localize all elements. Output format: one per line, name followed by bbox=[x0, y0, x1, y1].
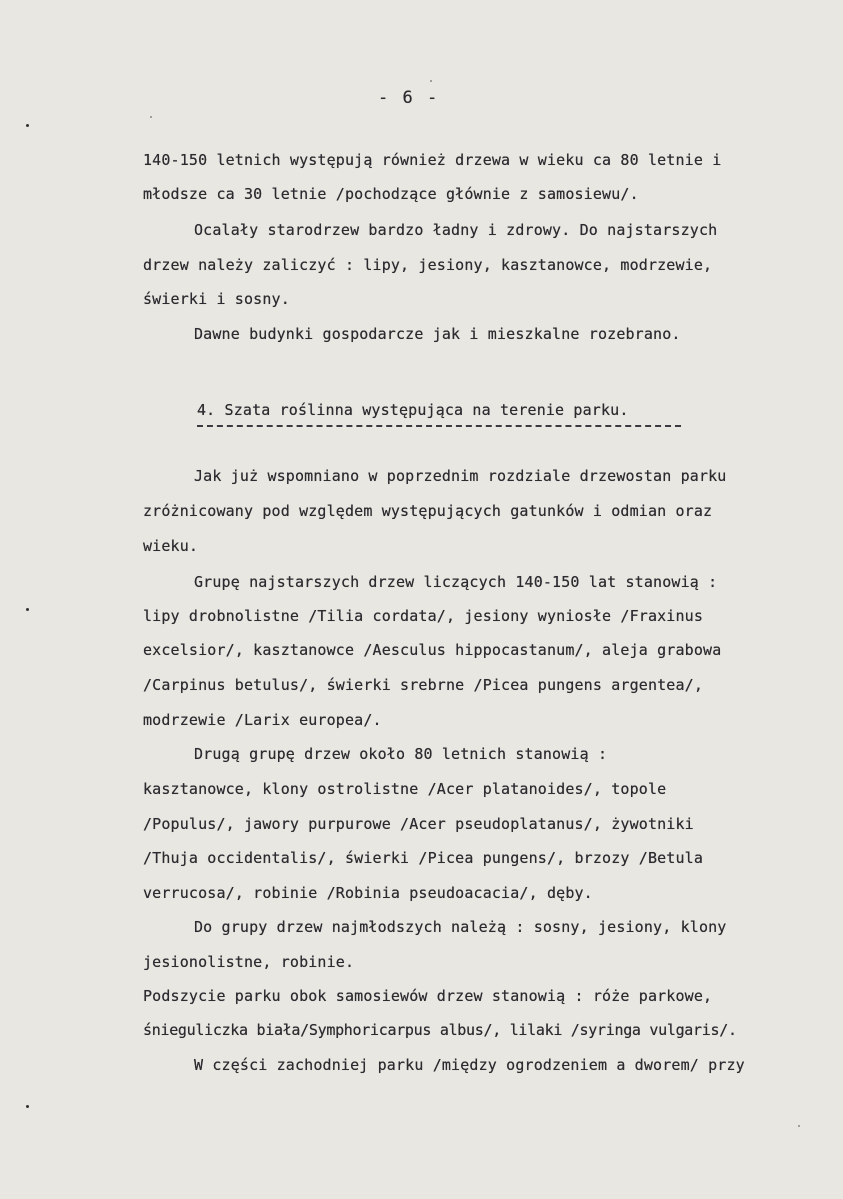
text-line-13: /Carpinus betulus/, świerki srebrne /Picea pungens argentea/, bbox=[143, 676, 704, 694]
binding-hole-mark bbox=[26, 124, 29, 127]
text-line-5: świerki i sosny. bbox=[143, 290, 290, 308]
heading-underline bbox=[197, 425, 681, 427]
text-line-17: /Populus/, jawory purpurowe /Acer pseudoplatanus/, żywotniki bbox=[143, 815, 694, 833]
text-line-22: Podszycie parku obok samosiewów drzew stanowią : róże parkowe, bbox=[143, 987, 713, 1005]
page-number: - 6 - bbox=[378, 88, 440, 108]
text-line-20: Do grupy drzew najmłodszych należą : sosny, jesiony, klony bbox=[194, 918, 727, 936]
text-line-23: śnieguliczka biała/Symphoricarpus albus/, lilaki /syringa vulgaris/. bbox=[143, 1021, 737, 1039]
text-line-3: Ocalały starodrzew bardzo ładny i zdrowy. Do najstarszych bbox=[194, 221, 718, 239]
text-line-21: jesionolistne, robinie. bbox=[143, 953, 355, 971]
text-line-15: Drugą grupę drzew około 80 letnich stanowią : bbox=[194, 745, 608, 763]
text-line-11: lipy drobnolistne /Tilia cordata/, jesiony wyniosłe /Fraxinus bbox=[143, 607, 704, 625]
paper-speck bbox=[430, 80, 432, 82]
text-line-12: excelsior/, kasztanowce /Aesculus hippocastanum/, aleja grabowa bbox=[143, 641, 722, 659]
text-line-16: kasztanowce, klony ostrolistne /Acer platanoides/, topole bbox=[143, 780, 667, 798]
text-line-6: Dawne budynki gospodarcze jak i mieszkalne rozebrano. bbox=[194, 325, 681, 343]
text-line-24: W części zachodniej parku /między ogrodzeniem a dworem/ przy bbox=[194, 1056, 745, 1074]
paper-speck bbox=[150, 116, 152, 118]
text-line-7: Jak już wspomniano w poprzednim rozdziale drzewostan parku bbox=[194, 467, 727, 485]
text-line-2: młodsze ca 30 letnie /pochodzące głównie z samosiewu/. bbox=[143, 185, 639, 203]
paper-speck bbox=[798, 1125, 800, 1127]
text-line-14: modrzewie /Larix europea/. bbox=[143, 711, 382, 729]
text-line-4: drzew należy zaliczyć : lipy, jesiony, kasztanowce, modrzewie, bbox=[143, 256, 713, 274]
binding-hole-mark bbox=[26, 608, 29, 611]
text-line-9: wieku. bbox=[143, 537, 199, 555]
text-line-1: 140-150 letnich występują również drzewa w wieku ca 80 letnie i bbox=[143, 151, 722, 169]
binding-hole-mark bbox=[26, 1105, 29, 1108]
section-heading: 4. Szata roślinna występująca na terenie parku. bbox=[197, 401, 629, 419]
text-line-18: /Thuja occidentalis/, świerki /Picea pungens/, brzozy /Betula bbox=[143, 849, 704, 867]
text-line-19: verrucosa/, robinie /Robinia pseudoacacia/, dęby. bbox=[143, 884, 593, 902]
text-line-10: Grupę najstarszych drzew liczących 140-150 lat stanowią : bbox=[194, 573, 718, 591]
text-line-8: zróżnicowany pod względem występujących gatunków i odmian oraz bbox=[143, 502, 713, 520]
